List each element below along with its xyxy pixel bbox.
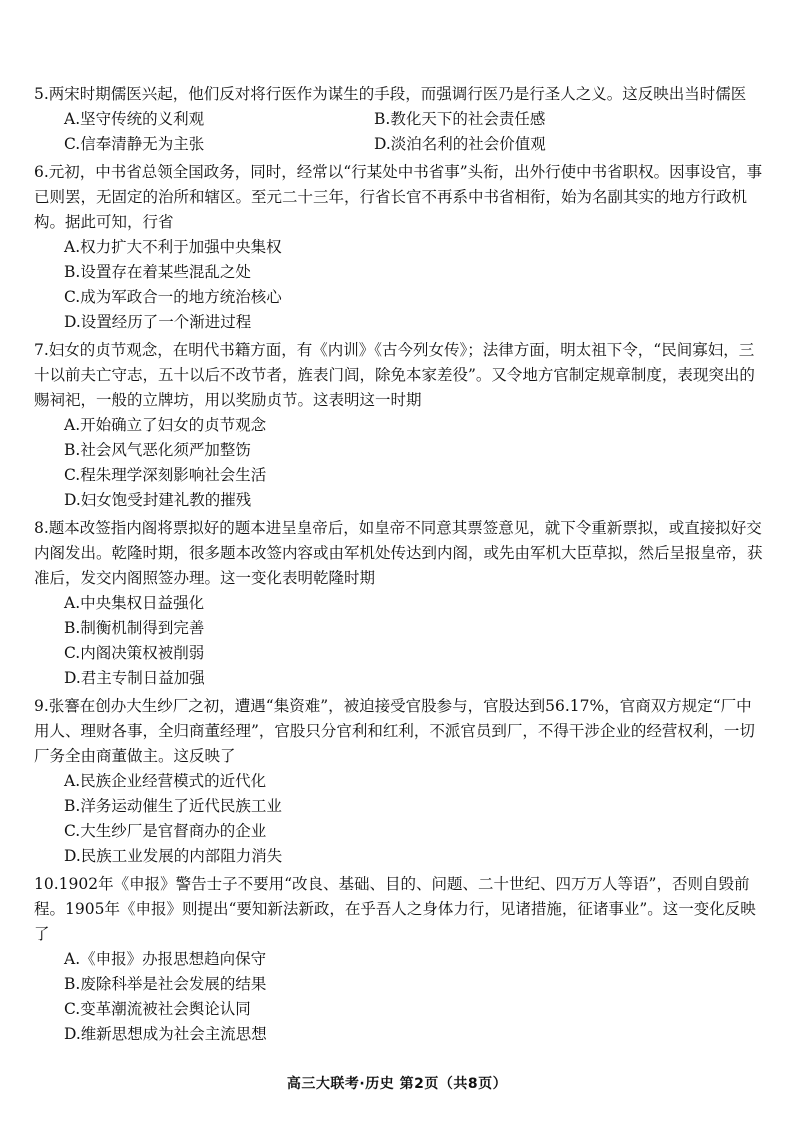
page-footer: 高三大联考·历史 第2页（共8页）: [286, 1076, 508, 1092]
question-10: [34, 872, 764, 1047]
option-a: A.坚守传统的义利观: [64, 110, 205, 128]
options: [34, 235, 764, 335]
question-8: [34, 516, 764, 691]
question-5: [34, 82, 764, 157]
option-d: D.淡泊名利的社会价值观: [374, 135, 546, 153]
option-b: B.废除科举是社会发展的结果: [64, 975, 267, 993]
question-stem: 7.妇女的贞节观念，在明代书籍方面，有《内训》《古今列女传》；法律方面，明太祖下令，“民间寡妇，三十以前夫亡守志，五十以后不改节者，旌表门闾，除免本家差役”。又令地方官制定规章制度，表现突出的赐祠祀，一般的立牌坊，用以奖励贞节。这表明这一时期: [34, 341, 755, 409]
question-stem: 9.张謇在创办大生纱厂之初，遭遇“集资难”，被迫接受官股参与，官股达到56.17%，官商双方规定“厂中用人、理财各事，全归商董经理”，官股只分官利和红利，不派官员到厂，不得干涉企业的经营权利，一切厂务全由商董做主。这反映了: [34, 697, 755, 765]
question-stem: 10.1902年《申报》警告士子不要用“改良、基础、目的、问题、二十世纪、四万万人等语”，否则自毁前程。1905年《申报》则提出“要知新法新政，在乎吾人之身体力行，见诸措施，征诸事业”。这一变化反映了: [34, 875, 756, 943]
option-a: A.民族企业经营模式的近代化: [64, 772, 267, 790]
options: [34, 107, 764, 157]
option-b: B.制衡机制得到完善: [64, 619, 205, 637]
option-c: C.成为军政合一的地方统治核心: [64, 288, 282, 306]
question-9: [34, 694, 764, 869]
option-a: A.权力扩大不利于加强中央集权: [64, 238, 282, 256]
question-stem: 8.题本改签指内阁将票拟好的题本进呈皇帝后，如皇帝不同意其票签意见，就下令重新票拟，或直接拟好交内阁发出。乾隆时期，很多题本改签内容或由军机处传达到内阁，或先由军机大臣草拟，然后呈报皇帝，获准后，发交内阁照签办理。这一变化表明乾隆时期: [34, 519, 763, 587]
option-c: C.内阁决策权被削弱: [64, 644, 205, 662]
option-c: C.信奉清静无为主张: [64, 135, 205, 153]
options: [34, 769, 764, 869]
option-d: D.君主专制日益加强: [64, 669, 205, 687]
question-list: [34, 82, 764, 1050]
option-c: C.大生纱厂是官督商办的企业: [64, 822, 267, 840]
option-b: B.社会风气恶化须严加整饬: [64, 441, 251, 459]
option-b: B.教化天下的社会责任感: [374, 110, 546, 128]
option-a: A.开始确立了妇女的贞节观念: [64, 416, 267, 434]
question-7: [34, 338, 764, 513]
options: [34, 413, 764, 513]
question-stem: 6.元初，中书省总领全国政务，同时，经常以“行某处中书省事”头衔，出外行使中书省职权。因事设官，事已则罢，无固定的治所和辖区。至元二十三年，行省长官不再系中书省相衔，始为名副其实的地方行政机构。据此可知，行省: [34, 163, 763, 231]
option-b: B.设置存在着某些混乱之处: [64, 263, 251, 281]
option-a: A.《申报》办报思想趋向保守: [64, 950, 267, 968]
options: [34, 947, 764, 1047]
option-d: D.民族工业发展的内部阻力消失: [64, 847, 283, 865]
option-c: C.变革潮流被社会舆论认同: [64, 1000, 251, 1018]
question-stem: 5.两宋时期儒医兴起，他们反对将行医作为谋生的手段，而强调行医乃是行圣人之义。这反映出当时儒医: [34, 85, 747, 103]
option-d: D.维新思想成为社会主流思想: [64, 1025, 267, 1043]
option-c: C.程朱理学深刻影响社会生活: [64, 466, 267, 484]
option-d: D.妇女饱受封建礼教的摧残: [64, 491, 252, 509]
option-d: D.设置经历了一个渐进过程: [64, 313, 252, 331]
options: [34, 591, 764, 691]
option-b: B.洋务运动催生了近代民族工业: [64, 797, 282, 815]
option-a: A.中央集权日益强化: [64, 594, 205, 612]
question-6: [34, 160, 764, 335]
